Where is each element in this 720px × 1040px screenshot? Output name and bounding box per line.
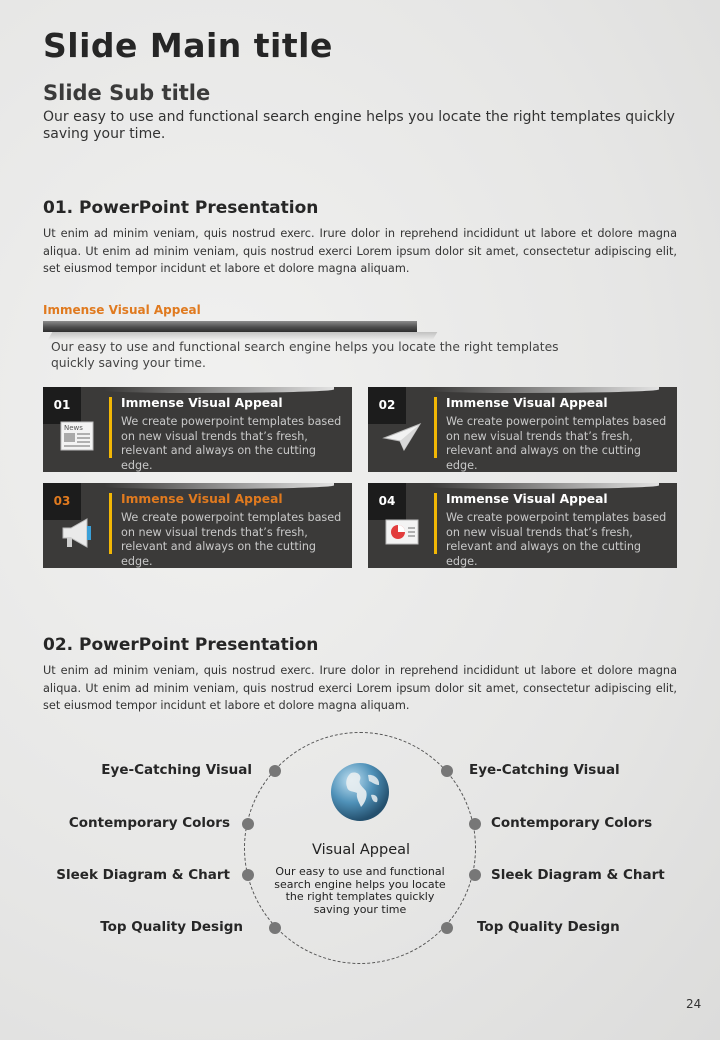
slide-description: Our easy to use and functional search engine helps you locate the right templates quickly saving your time. <box>43 109 675 142</box>
left-label-1: Eye-Catching Visual <box>101 762 252 778</box>
card-gloss <box>429 483 659 489</box>
card-number: 01 <box>43 387 81 424</box>
section1-body: Ut enim ad minim veniam, quis nostrud exerc. Irure dolor in reprehend incididunt ut labore et dolore magna aliqua. Ut enim ad minim veniam, quis nostrud exerci Lorem ipsum dolor sit amet, consectetur adipiscing elit, set eiusmod tempor incidunt et labore et dolore magna aliquam. <box>43 227 677 275</box>
section2-heading: 02. PowerPoint Presentation <box>43 635 319 655</box>
decorative-bar <box>43 321 417 332</box>
right-label-2: Contemporary Colors <box>491 815 653 831</box>
bar-description: Our easy to use and functional search engine helps you locate the right templates quickly saving your time. <box>51 340 559 370</box>
feature-card-04 <box>368 483 677 568</box>
card-body: We create powerpoint templates based on new visual trends that’s fresh, relevant and always on the cutting edge. <box>446 511 667 568</box>
connector-dot <box>242 869 254 881</box>
left-label-2: Contemporary Colors <box>68 815 230 831</box>
section1-heading: 01. PowerPoint Presentation <box>43 198 319 218</box>
yellow-accent-bar <box>434 397 437 458</box>
yellow-accent-bar <box>109 493 112 554</box>
section2-body: Ut enim ad minim veniam, quis nostrud exerc. Irure dolor in reprehend incididunt ut labore et dolore magna aliqua. Ut enim ad minim veniam, quis nostrud exerci Lorem ipsum dolor sit amet, consectetur adipiscing elit, set eiusmod tempor incidunt et labore et dolore magna aliquam. <box>43 664 677 712</box>
center-title: Visual Appeal <box>311 842 411 858</box>
feature-card-01 <box>43 387 352 472</box>
slide-sub-title: Slide Sub title <box>43 81 211 105</box>
globe-icon <box>329 761 391 823</box>
yellow-accent-bar <box>434 493 437 554</box>
card-title: Immense Visual Appeal <box>121 492 283 506</box>
connector-dot <box>441 922 453 934</box>
card-number: 02 <box>368 387 406 424</box>
left-label-4: Top Quality Design <box>100 919 243 935</box>
card-gloss <box>104 483 334 489</box>
bar-label: Immense Visual Appeal <box>43 303 201 317</box>
card-body: We create powerpoint templates based on new visual trends that’s fresh, relevant and always on the cutting edge. <box>121 415 342 472</box>
center-body: Our easy to use and functional search engine helps you locate the right templates quickly saving your time <box>274 865 446 916</box>
card-body: We create powerpoint templates based on new visual trends that’s fresh, relevant and always on the cutting edge. <box>446 415 667 472</box>
chart-board-icon <box>382 516 422 550</box>
left-label-3: Sleek Diagram & Chart <box>56 867 230 883</box>
card-body: We create powerpoint templates based on new visual trends that’s fresh, relevant and always on the cutting edge. <box>121 511 342 568</box>
yellow-accent-bar <box>109 397 112 458</box>
right-label-3: Sleek Diagram & Chart <box>491 867 665 883</box>
connector-dot <box>269 765 281 777</box>
connector-dot <box>469 869 481 881</box>
connector-dot <box>469 818 481 830</box>
slide-main-title: Slide Main title <box>43 26 333 65</box>
right-label-1: Eye-Catching Visual <box>469 762 620 778</box>
newspaper-icon-text: News <box>64 424 83 432</box>
feature-card-03 <box>43 483 352 568</box>
card-title: Immense Visual Appeal <box>121 396 283 410</box>
card-number: 03 <box>43 483 81 520</box>
connector-dot <box>441 765 453 777</box>
right-label-4: Top Quality Design <box>477 919 620 935</box>
card-title: Immense Visual Appeal <box>446 396 608 410</box>
feature-card-02 <box>368 387 677 472</box>
paper-plane-icon <box>382 420 422 454</box>
megaphone-icon <box>57 516 97 550</box>
card-number: 04 <box>368 483 406 520</box>
page-number: 24 <box>686 997 702 1011</box>
connector-dot <box>242 818 254 830</box>
card-gloss <box>104 387 334 393</box>
card-gloss <box>429 387 659 393</box>
card-title: Immense Visual Appeal <box>446 492 608 506</box>
newspaper-icon <box>57 420 97 454</box>
connector-dot <box>269 922 281 934</box>
